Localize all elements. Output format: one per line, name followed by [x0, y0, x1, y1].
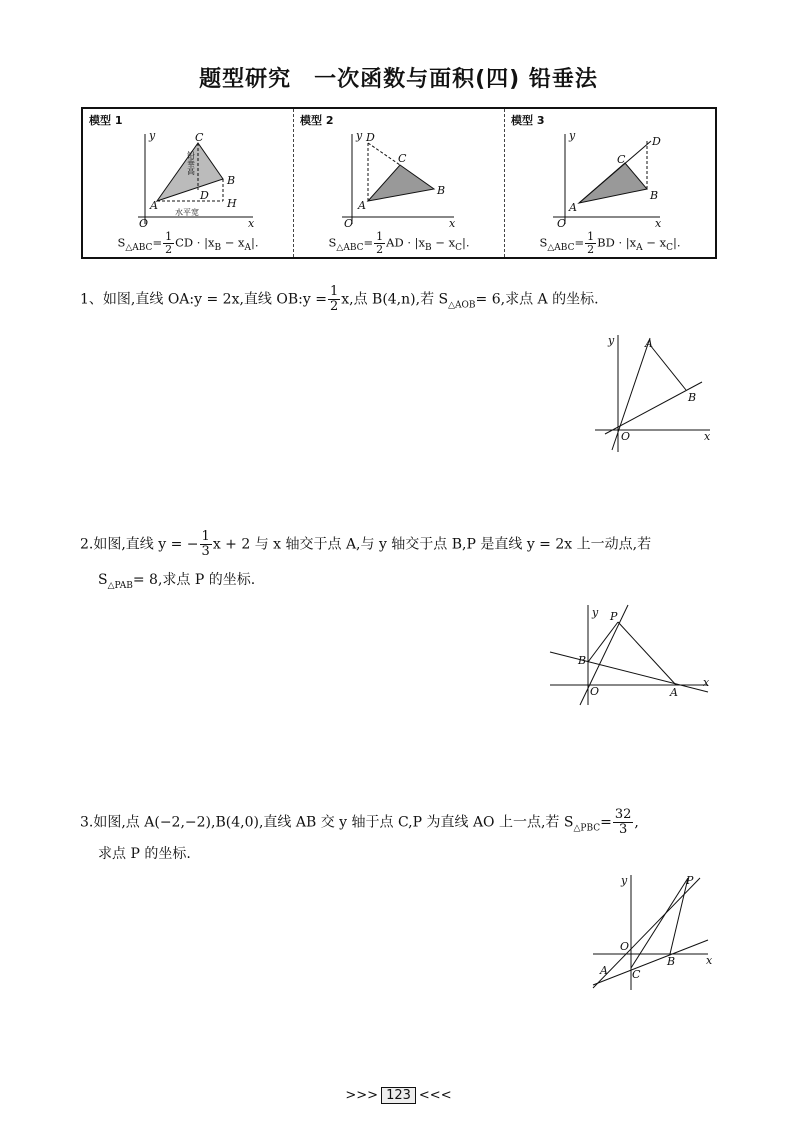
model-3-a: A [569, 201, 577, 214]
q3-c: C [632, 968, 641, 981]
question-1-figure [590, 330, 720, 455]
model-2-c: C [398, 152, 407, 165]
question-1: 1、如图,直线 OA:y = 2x,直线 OB:y = $\frac{1}{2}$ x,点 B(4,n),若 $S_{\triangle AOB}= 6$,求点 A 的坐标. [80, 284, 599, 314]
q1-x: x [704, 430, 711, 443]
model-1-h: H [227, 197, 237, 210]
q3-a: A [600, 964, 608, 977]
model-3-o: O [557, 217, 567, 229]
model-3-c: C [617, 153, 626, 166]
model-1-o: O [139, 217, 149, 229]
model-1-y: y [149, 129, 156, 142]
model-3-formula: $S_{\triangle ABC}=$ $\frac{1}{2}$ BD · $|x_A - x_C|$. [539, 230, 681, 256]
model-3-y: y [569, 129, 576, 142]
page-arrow-right: <<< [418, 1088, 452, 1103]
q3-x: x [706, 954, 713, 967]
model-2-a: A [358, 199, 366, 212]
page-number [0, 1087, 797, 1104]
question-2-figure [548, 600, 718, 710]
model-1-label: 模型 1 [89, 114, 123, 127]
question-2: 2.如图,直线 y = − $\frac{1}{3}$ x + 2 与 x 轴交于点 A,与 y 轴交于点 B,P 是直线 y = 2x 上一动点,若 [80, 529, 652, 559]
model-1-figure [83, 129, 293, 229]
model-3-d: D [652, 135, 661, 148]
model-2-formula: $S_{\triangle ABC}=$ $\frac{1}{2}$ AD · $|x_B - x_C|$. [328, 230, 470, 256]
model-2 [294, 109, 505, 257]
q1-b: B [688, 391, 697, 404]
page-arrow-left: >>> [345, 1088, 379, 1103]
model-3-x: x [655, 217, 662, 229]
model-1-a: A [150, 199, 158, 212]
q2-y: y [592, 606, 599, 619]
model-1-horizontal-label: 水平宽 [175, 208, 199, 217]
model-box [81, 107, 717, 259]
model-1 [83, 109, 294, 257]
model-2-y: y [356, 129, 363, 142]
model-3-b: B [650, 189, 659, 202]
q3-b: B [667, 955, 676, 968]
question-2-line-2: $S_{\triangle PAB}= 8$,求点 P 的坐标. [98, 572, 256, 591]
q2-o: O [590, 685, 600, 698]
model-2-label: 模型 2 [300, 114, 334, 127]
model-1-c: C [195, 131, 204, 144]
model-2-b: B [437, 184, 446, 197]
q2-a: A [670, 686, 678, 699]
model-1-x: x [248, 217, 255, 229]
q1-a: A [645, 337, 653, 350]
q1-y: y [608, 334, 615, 347]
model-3-figure [505, 129, 715, 229]
model-2-d: D [366, 131, 375, 144]
q1-o: O [621, 430, 631, 443]
model-2-x: x [449, 217, 456, 229]
model-2-o: O [344, 217, 354, 229]
question-3-figure [588, 870, 718, 995]
page-title: 题型研究 一次函数与面积(四) 铅垂法 [199, 67, 598, 92]
model-1-b: B [227, 174, 236, 187]
model-3 [505, 109, 715, 257]
model-3-label: 模型 3 [511, 114, 545, 127]
model-2-figure [294, 129, 504, 229]
model-1-formula: $S_{\triangle ABC}=$ $\frac{1}{2}$ CD · $|x_B - x_A|$. [117, 230, 259, 256]
q2-x: x [703, 676, 710, 689]
q2-b: B [578, 654, 587, 667]
model-1-vertical-label: 铅垂高 [186, 151, 196, 175]
question-3-line-2: 求点 P 的坐标. [98, 846, 191, 862]
q3-o: O [620, 940, 630, 953]
page-number-box: 123 [381, 1087, 416, 1104]
model-1-d: D [200, 189, 209, 202]
q3-p: P [686, 874, 694, 887]
q2-p: P [610, 610, 618, 623]
question-3: 3.如图,点 A(−2,−2),B(4,0),直线 AB 交 y 轴于点 C,P 为直线 AO 上一点,若 $S_{\triangle PBC}=$ $\frac{32}{3}$ , [80, 807, 639, 837]
q3-y: y [621, 874, 628, 887]
